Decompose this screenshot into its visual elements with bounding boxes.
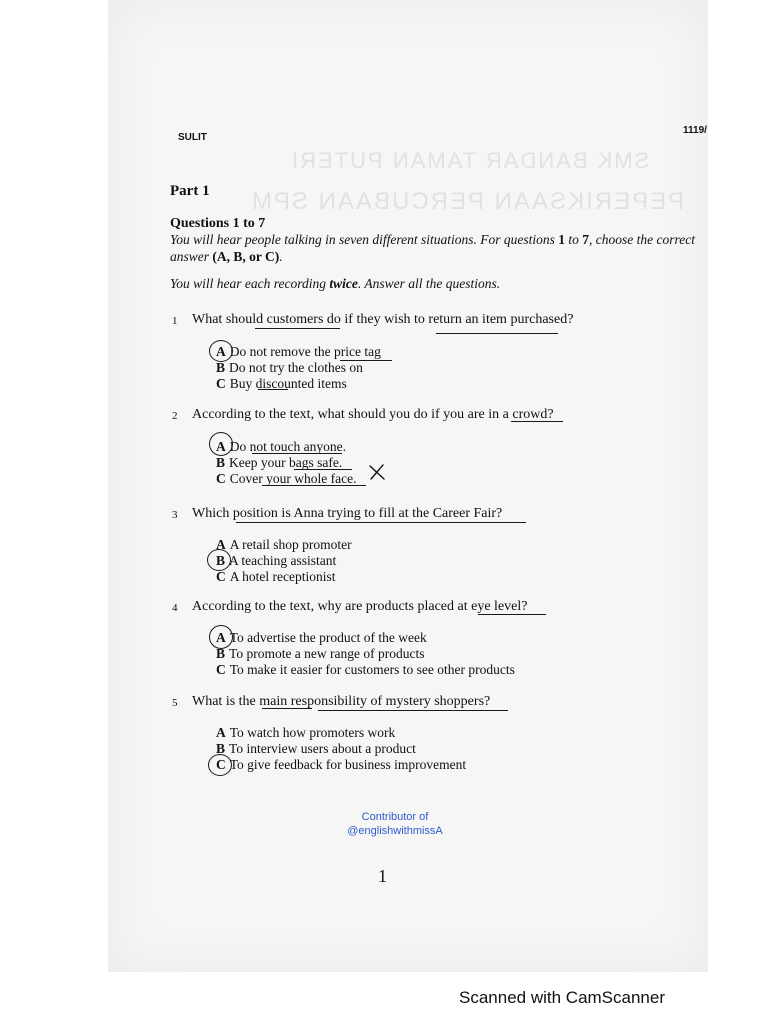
answer-option: A A retail shop promoter xyxy=(216,537,352,552)
answer-option: A Do not remove the price tag xyxy=(216,344,381,359)
page-number: 1 xyxy=(378,866,387,886)
question-number: 5 xyxy=(172,697,178,709)
recording-instruction: You will hear each recording twice. Answer all the questions. xyxy=(170,276,501,291)
answer-option: A To advertise the product of the week xyxy=(216,630,427,645)
answer-circle-mark xyxy=(209,625,233,649)
handwritten-underline xyxy=(236,522,526,523)
header-sulit: SULIT xyxy=(178,132,207,143)
handwritten-underline xyxy=(318,710,508,711)
cross-mark-icon xyxy=(368,463,386,481)
bleed-through-text: PEPERIKSAAN PERCUBAAN SPM xyxy=(250,188,685,215)
question-text: According to the text, why are products placed at eye level? xyxy=(192,599,528,614)
handwritten-underline xyxy=(255,328,340,329)
question-number: 2 xyxy=(172,410,178,422)
scanner-watermark: Scanned with CamScanner xyxy=(459,988,666,1007)
contributor-line: Contributor of xyxy=(361,811,429,823)
answer-circle-mark xyxy=(209,340,233,362)
header-paper-code: 1119/ xyxy=(683,125,707,136)
answer-option: C A hotel receptionist xyxy=(216,569,336,584)
answer-option: B Do not try the clothes on xyxy=(216,360,363,375)
answer-option: B A teaching assistant xyxy=(216,553,337,568)
contributor-handle: @englishwithmissA xyxy=(347,825,443,837)
instructions-text: You will hear people talking in seven different situations. For questions 1 to 7, choose the correct answer (A, B, or C). xyxy=(170,232,695,264)
answer-option: C Buy discounted items xyxy=(216,376,347,391)
answer-circle-mark xyxy=(207,549,231,571)
answer-option: B To interview users about a product xyxy=(216,741,416,756)
answer-option: C To make it easier for customers to see other products xyxy=(216,662,515,677)
bleed-through-text: SMK BANDAR TAMAN PUTERI xyxy=(290,148,650,173)
answer-option: A Do not touch anyone. xyxy=(216,439,346,454)
handwritten-underline xyxy=(252,453,342,454)
handwritten-underline xyxy=(478,614,546,615)
question-text: Which position is Anna trying to fill at the Career Fair? xyxy=(192,506,503,521)
handwritten-underline xyxy=(262,708,312,709)
handwritten-underline xyxy=(262,485,366,486)
answer-option: B Keep your bags safe. xyxy=(216,455,343,470)
question-text: What should customers do if they wish to return an item purchased? xyxy=(192,312,574,327)
question-text: According to the text, what should you do if you are in a crowd? xyxy=(192,407,554,422)
handwritten-underline xyxy=(511,421,563,422)
question-number: 3 xyxy=(172,509,178,521)
handwritten-underline xyxy=(258,389,288,390)
handwritten-underline xyxy=(436,333,558,334)
question-number: 1 xyxy=(172,315,178,327)
answer-circle-mark xyxy=(208,754,232,776)
answer-option: B To promote a new range of products xyxy=(216,646,425,661)
question-number: 4 xyxy=(172,602,178,614)
questions-heading: Questions 1 to 7 xyxy=(170,216,266,231)
contributor-credit xyxy=(300,810,490,838)
handwritten-underline xyxy=(340,360,392,361)
question-text: What is the main responsibility of mystery shoppers? xyxy=(192,694,491,709)
handwritten-underline xyxy=(294,469,352,470)
answer-circle-mark xyxy=(209,432,233,456)
answer-option: C To give feedback for business improvement xyxy=(216,757,467,772)
answer-option: A To watch how promoters work xyxy=(216,725,396,740)
answer-option: C Cover your whole face. xyxy=(216,471,357,486)
part-title: Part 1 xyxy=(170,183,210,199)
